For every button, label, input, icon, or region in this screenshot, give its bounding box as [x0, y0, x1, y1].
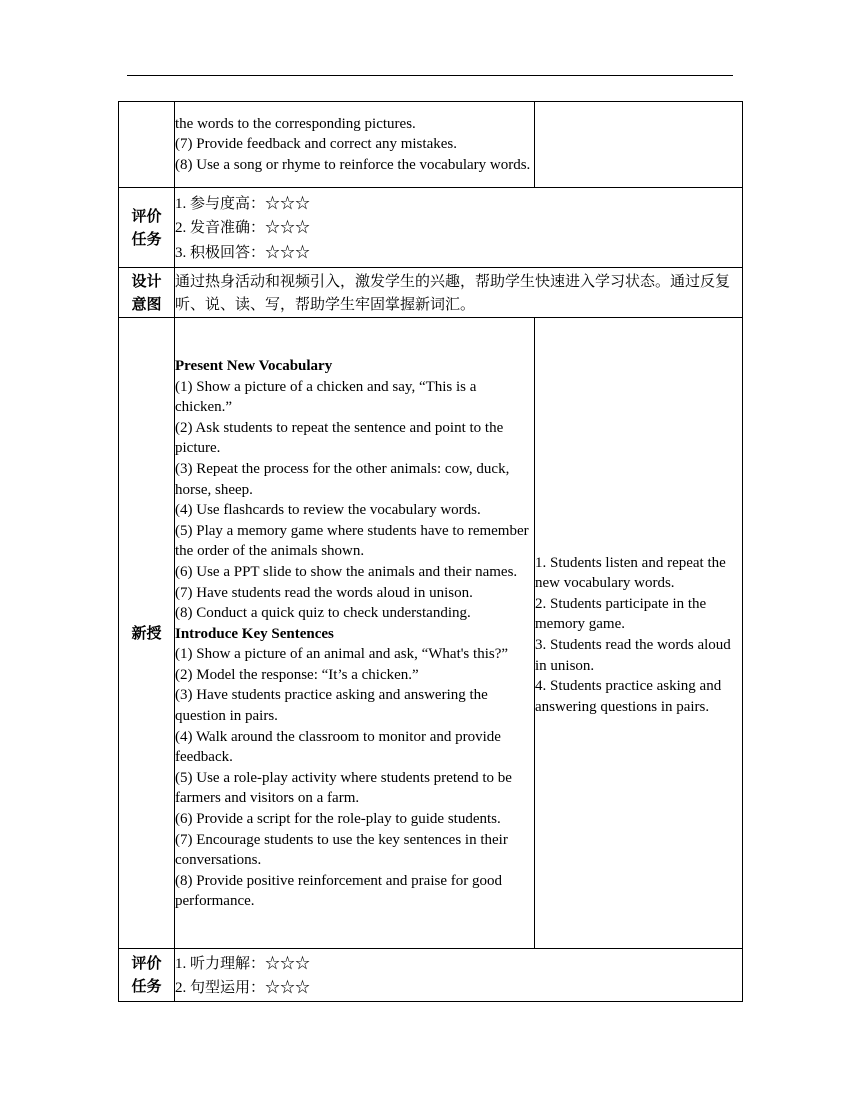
step-line: (3) Have students practice asking and answering the question in pairs.: [175, 687, 488, 725]
row-label-new-teaching: 新授: [119, 318, 175, 949]
evaluation-label: 评价任务: [131, 206, 162, 248]
design-intent-label: 设计意图: [131, 271, 162, 313]
design-intent-content-cell: [175, 268, 743, 318]
step-line: (5) Use a role-play activity where students pretend to be farmers and visitors on a farm.: [175, 769, 512, 807]
student-activity-item: 4. Students practice asking and answering questions in pairs.: [535, 678, 722, 715]
step-line: (5) Play a memory game where students have to remember the order of the animals shown.: [175, 522, 529, 560]
step-line: (1) Show a picture of an animal and ask, “What's this?”: [175, 646, 509, 663]
evaluation-item: 1. 参与度高：☆☆☆: [175, 195, 311, 212]
header-rule: [127, 75, 733, 76]
row-label-empty: [119, 102, 175, 188]
step-line: (4) Walk around the classroom to monitor and provide feedback.: [175, 728, 501, 766]
content-line: (7) Provide feedback and correct any mistakes.: [175, 136, 457, 153]
evaluation-item: 2. 发音准确：☆☆☆: [175, 220, 311, 237]
student-activity-item: 3. Students read the words aloud in unison.: [535, 637, 731, 674]
step-line: (8) Conduct a quick quiz to check understanding.: [175, 605, 471, 622]
step-line: (4) Use flashcards to review the vocabulary words.: [175, 502, 481, 519]
row-label-evaluation-2: [119, 949, 175, 1002]
step-line: (1) Show a picture of a chicken and say, “This is a chicken.”: [175, 378, 477, 416]
activity-content-cell: [175, 102, 535, 188]
step-line: (2) Model the response: “It’s a chicken.”: [175, 666, 419, 683]
evaluation-item: 3. 积极回答：☆☆☆: [175, 244, 311, 261]
content-line: (8) Use a song or rhyme to reinforce the vocabulary words.: [175, 156, 531, 173]
design-intent-text: 通过热身活动和视频引入，激发学生的兴趣，帮助学生快速进入学习状态。通过反复听、说、读、写，帮助学生牢固掌握新词汇。: [175, 273, 731, 313]
table-row-evaluation-2: [119, 949, 743, 1002]
evaluation-item: 1. 听力理解：☆☆☆: [175, 955, 311, 972]
table-row-new-teaching: [119, 318, 743, 949]
content-line: the words to the corresponding pictures.: [175, 115, 416, 132]
step-line: (3) Repeat the process for the other animals: cow, duck, horse, sheep.: [175, 460, 510, 498]
student-activity-list: [535, 553, 742, 718]
section-heading-vocabulary: Present New Vocabulary: [175, 357, 333, 374]
lesson-plan-table: [118, 101, 743, 1002]
teaching-steps-cell: [175, 318, 535, 949]
step-line: (6) Provide a script for the role-play to guide students.: [175, 811, 501, 828]
evaluation-item: 2. 句型运用：☆☆☆: [175, 980, 311, 996]
student-activity-cell: [535, 102, 743, 188]
evaluation-label-2: 评价任务: [131, 954, 162, 995]
table-row-design-intent: [119, 268, 743, 318]
table-row-evaluation: [119, 188, 743, 268]
student-activity-item: 1. Students listen and repeat the new vocabulary words.: [535, 554, 726, 592]
step-line: (6) Use a PPT slide to show the animals and their names.: [175, 563, 518, 580]
evaluation-content-cell: [175, 188, 743, 268]
student-activity-cell: [535, 318, 743, 949]
row-label-evaluation: [119, 188, 175, 268]
student-activity-item: 2. Students participate in the memory game.: [535, 595, 707, 633]
step-line: (8) Provide positive reinforcement and praise for good performance.: [175, 872, 502, 910]
evaluation-content-cell-2: [175, 949, 743, 1002]
section-heading-key-sentences: Introduce Key Sentences: [175, 625, 334, 642]
table-row-continued-activity: [119, 102, 743, 188]
step-line: (7) Encourage students to use the key sentences in their conversations.: [175, 831, 508, 869]
row-label-design-intent: [119, 268, 175, 318]
step-line: (2) Ask students to repeat the sentence and point to the picture.: [175, 419, 504, 457]
step-line: (7) Have students read the words aloud in unison.: [175, 584, 473, 601]
